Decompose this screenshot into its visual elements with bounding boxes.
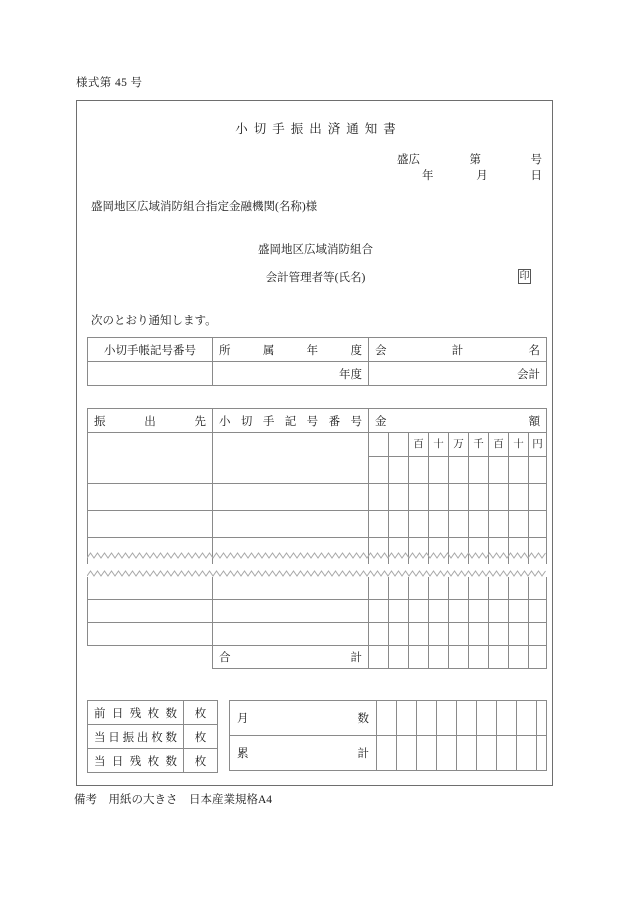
data-cell-payee[interactable]: [88, 511, 213, 538]
header-cell-check-number: 小切手記号番号: [213, 409, 369, 433]
data-cell-payee[interactable]: [88, 433, 213, 457]
amount-digit-cell[interactable]: [409, 511, 429, 538]
value-cell-checkbook-number[interactable]: [88, 362, 213, 386]
amount-digit-cell[interactable]: [469, 623, 489, 646]
amount-digit-cell[interactable]: [509, 511, 529, 538]
footnote-paper-size: 備考 用紙の大きさ 日本産業規格A4: [74, 794, 273, 806]
amount-digit-cell[interactable]: [489, 600, 509, 623]
amount-digit-cell[interactable]: [509, 623, 529, 646]
month-digit-cell[interactable]: [497, 701, 517, 736]
date-year-label: 年: [422, 170, 434, 182]
amount-digit-cell[interactable]: [469, 600, 489, 623]
amount-digit-cell[interactable]: [429, 623, 449, 646]
amount-digit-cell[interactable]: [509, 600, 529, 623]
month-digit-cell[interactable]: [377, 701, 397, 736]
table-row: [88, 701, 218, 725]
amount-digit-cell[interactable]: [469, 538, 489, 565]
amount-digit-cell[interactable]: [449, 511, 469, 538]
amount-digit-cell[interactable]: [369, 484, 389, 511]
reference-prefix: 盛広: [397, 154, 420, 166]
amount-digit-cell[interactable]: [369, 538, 389, 565]
unit-previous-day-remaining[interactable]: 枚: [184, 701, 218, 725]
label-today-remaining: 当日残枚数: [88, 749, 184, 773]
amount-digit-cell[interactable]: [529, 538, 547, 565]
total-digit-cell[interactable]: [449, 646, 469, 669]
amount-digit-cell[interactable]: [449, 623, 469, 646]
data-cell-payee[interactable]: [88, 484, 213, 511]
amount-digit-cell[interactable]: [369, 600, 389, 623]
amount-digit-cell[interactable]: [429, 577, 449, 600]
amount-digit-cell[interactable]: [529, 457, 547, 484]
total-digit-cell[interactable]: [429, 646, 449, 669]
reference-number-suffix: 号: [530, 154, 542, 166]
digit-header-ten: 十: [509, 433, 529, 457]
amount-digit-cell[interactable]: [369, 511, 389, 538]
table-row: [88, 484, 547, 511]
value-cell-account-name[interactable]: 会計: [369, 362, 547, 386]
amount-digit-cell[interactable]: [529, 600, 547, 623]
amount-digit-cell[interactable]: [409, 457, 429, 484]
amount-digit-cell[interactable]: [429, 511, 449, 538]
amount-digit-cell[interactable]: [509, 484, 529, 511]
label-month-count: 月 数: [230, 701, 377, 736]
header-cell-account-name: 会 計 名: [369, 338, 547, 362]
table-row: [230, 736, 547, 771]
header-cell-payee: 振 出 先: [88, 409, 213, 433]
amount-digit-cell[interactable]: [389, 600, 409, 623]
amount-digit-cell[interactable]: [509, 538, 529, 565]
seal-stamp-box: 印: [519, 271, 530, 282]
check-issue-detail-table: [87, 408, 547, 564]
amount-digit-cell[interactable]: [489, 457, 509, 484]
amount-digit-cell[interactable]: [389, 484, 409, 511]
month-digit-cell[interactable]: [537, 701, 547, 736]
header-cell-amount: 金 額: [369, 409, 547, 433]
data-cell-check-number[interactable]: [213, 577, 369, 600]
data-cell-check-number[interactable]: [213, 433, 369, 457]
amount-digit-cell[interactable]: [409, 577, 429, 600]
amount-digit-cell[interactable]: [449, 538, 469, 565]
amount-digit-cell[interactable]: [509, 457, 529, 484]
amount-digit-cell[interactable]: [469, 577, 489, 600]
amount-digit-cell[interactable]: [429, 457, 449, 484]
cumulative-digit-cell[interactable]: [517, 736, 537, 771]
amount-digit-cell[interactable]: [449, 457, 469, 484]
table-row: [88, 338, 547, 362]
date-month-label: 月: [476, 170, 488, 182]
month-digit-cell[interactable]: [397, 701, 417, 736]
total-digit-cell[interactable]: [369, 646, 389, 669]
unit-today-remaining[interactable]: 枚: [184, 749, 218, 773]
digit-header-ten-million: 十: [429, 433, 449, 457]
amount-digit-cell[interactable]: [489, 577, 509, 600]
cumulative-digit-cell[interactable]: [437, 736, 457, 771]
table-row: [88, 646, 547, 669]
amount-digit-cell[interactable]: [529, 484, 547, 511]
table-row: [88, 538, 547, 565]
data-cell-check-number[interactable]: [213, 511, 369, 538]
amount-digit-cell[interactable]: [409, 484, 429, 511]
month-digit-cell[interactable]: [517, 701, 537, 736]
month-digit-cell[interactable]: [477, 701, 497, 736]
cumulative-digit-cell[interactable]: [397, 736, 417, 771]
issuer-name: 会計管理者等(氏名): [265, 272, 366, 284]
cumulative-digit-cell[interactable]: [537, 736, 547, 771]
reference-number-label: 第: [469, 154, 481, 166]
table-row: [88, 600, 547, 623]
table-row: [88, 409, 547, 433]
month-digit-cell[interactable]: [437, 701, 457, 736]
form-frame: [76, 100, 553, 786]
amount-digit-cell[interactable]: [389, 577, 409, 600]
header-cell-checkbook-number: 小切手帳記号番号: [88, 338, 213, 362]
document-title: 小切手振出済通知書: [235, 122, 402, 136]
amount-digit-cell[interactable]: [389, 538, 409, 565]
header-cell-fiscal-year: 所 属 年 度: [213, 338, 369, 362]
total-digit-cell[interactable]: [409, 646, 429, 669]
intro-sentence: 次のとおり通知します。: [91, 315, 217, 327]
month-digit-cell[interactable]: [417, 701, 437, 736]
data-cell-check-number[interactable]: [213, 600, 369, 623]
amount-digit-cell[interactable]: [489, 484, 509, 511]
label-today-issued: 当日振出枚数: [88, 725, 184, 749]
data-cell-check-number[interactable]: [213, 623, 369, 646]
addressee-line: 盛岡地区広域消防組合指定金融機関(名称)様: [91, 201, 318, 213]
month-digit-cell[interactable]: [457, 701, 477, 736]
amount-digit-cell[interactable]: [369, 623, 389, 646]
amount-digit-cell[interactable]: [529, 511, 547, 538]
reference-date-line: [422, 167, 542, 183]
cumulative-digit-cell[interactable]: [377, 736, 397, 771]
cumulative-digit-cell[interactable]: [417, 736, 437, 771]
data-cell-payee[interactable]: [88, 600, 213, 623]
table-row: [230, 701, 547, 736]
data-cell-payee[interactable]: [88, 457, 213, 484]
label-cumulative-total: 累 計: [230, 736, 377, 771]
amount-digit-cell[interactable]: [509, 577, 529, 600]
data-cell-payee[interactable]: [88, 577, 213, 600]
table-row: [88, 749, 218, 773]
label-previous-day-remaining: 前日残枚数: [88, 701, 184, 725]
check-issue-detail-table-continued: [87, 577, 547, 669]
amount-digit-cell[interactable]: [389, 457, 409, 484]
form-number-label: 様式第 45 号: [76, 77, 143, 89]
total-label-cell: 合 計: [213, 646, 369, 669]
reference-number-line: [397, 151, 542, 167]
amount-digit-cell[interactable]: [429, 600, 449, 623]
amount-digit-cell[interactable]: [389, 623, 409, 646]
digit-header-yen: 円: [529, 433, 547, 457]
digit-header-blank-2: [389, 433, 409, 457]
amount-digit-cell[interactable]: [429, 538, 449, 565]
total-digit-cell[interactable]: [529, 646, 547, 669]
cumulative-digit-cell[interactable]: [477, 736, 497, 771]
amount-digit-cell[interactable]: [369, 457, 389, 484]
amount-digit-cell[interactable]: [389, 511, 409, 538]
amount-digit-cell[interactable]: [469, 511, 489, 538]
table-row: [88, 457, 547, 484]
table-row: [88, 725, 218, 749]
digit-header-hundred-million: 百: [409, 433, 429, 457]
digit-header-blank-1: [369, 433, 389, 457]
amount-digit-cell[interactable]: [409, 538, 429, 565]
cumulative-digit-cell[interactable]: [457, 736, 477, 771]
value-cell-fiscal-year[interactable]: 年度: [213, 362, 369, 386]
table-row: [88, 577, 547, 600]
data-cell-check-number[interactable]: [213, 457, 369, 484]
total-digit-cell[interactable]: [389, 646, 409, 669]
checkbook-info-table: [87, 337, 547, 386]
amount-digit-cell[interactable]: [469, 457, 489, 484]
amount-digit-cell[interactable]: [449, 577, 469, 600]
amount-digit-cell[interactable]: [489, 511, 509, 538]
table-row: [88, 433, 547, 457]
cumulative-digit-cell[interactable]: [497, 736, 517, 771]
amount-digit-cell[interactable]: [449, 484, 469, 511]
data-cell-payee[interactable]: [88, 538, 213, 565]
amount-digit-cell[interactable]: [369, 577, 389, 600]
monthly-summary-table: [229, 700, 547, 771]
data-cell-payee[interactable]: [88, 623, 213, 646]
data-cell-check-number[interactable]: [213, 538, 369, 565]
amount-digit-cell[interactable]: [449, 600, 469, 623]
digit-header-man: 万: [449, 433, 469, 457]
table-row: [88, 511, 547, 538]
page-break-wave-bottom: [87, 570, 546, 577]
date-day-label: 日: [530, 170, 542, 182]
total-digit-cell[interactable]: [489, 646, 509, 669]
amount-digit-cell[interactable]: [489, 538, 509, 565]
sheet-count-table: [87, 700, 218, 773]
digit-header-hundred: 百: [489, 433, 509, 457]
amount-digit-cell[interactable]: [529, 577, 547, 600]
amount-digit-cell[interactable]: [409, 623, 429, 646]
issuer-organization: 盛岡地区広域消防組合: [258, 244, 373, 256]
data-cell-check-number[interactable]: [213, 484, 369, 511]
digit-header-thousand: 千: [469, 433, 489, 457]
amount-digit-cell[interactable]: [409, 600, 429, 623]
amount-digit-cell[interactable]: [529, 623, 547, 646]
amount-digit-cell[interactable]: [489, 623, 509, 646]
total-row-empty-cell: [88, 646, 213, 669]
page-break-wave-top: [87, 552, 546, 559]
total-digit-cell[interactable]: [469, 646, 489, 669]
amount-digit-cell[interactable]: [429, 484, 449, 511]
unit-today-issued[interactable]: 枚: [184, 725, 218, 749]
table-row: [88, 362, 547, 386]
total-digit-cell[interactable]: [509, 646, 529, 669]
amount-digit-cell[interactable]: [469, 484, 489, 511]
table-row: [88, 623, 547, 646]
